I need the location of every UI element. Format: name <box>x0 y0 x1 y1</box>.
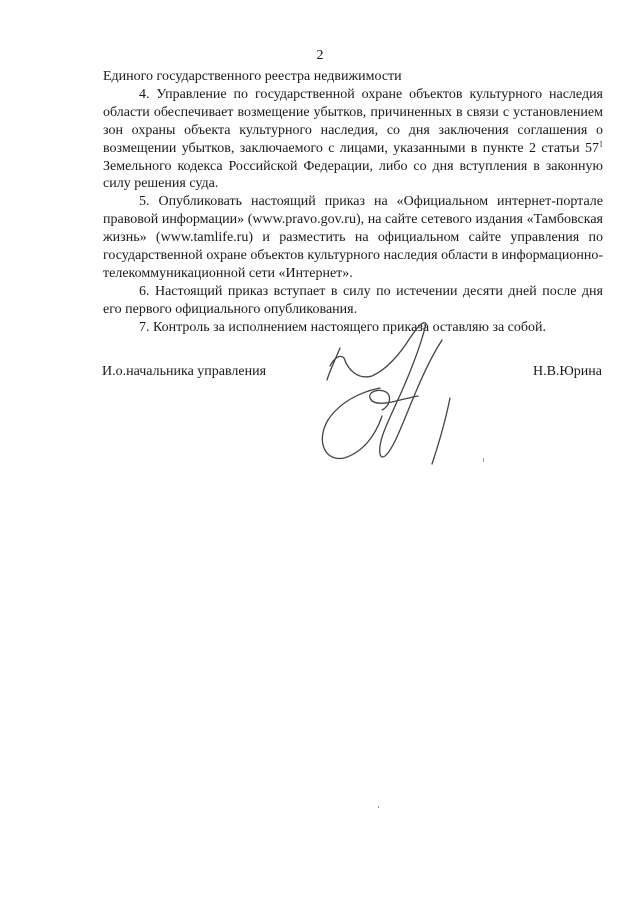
signature-stroke-6 <box>432 398 450 464</box>
document-body <box>103 68 603 337</box>
item-4-paragraph <box>103 86 603 193</box>
signature-stroke-4 <box>370 390 418 410</box>
signature-stroke-1 <box>327 348 344 380</box>
item-4-superscript: 1 <box>599 138 603 148</box>
signatory-title: И.о.начальника управления <box>102 364 267 379</box>
signature-stroke-3 <box>380 324 442 457</box>
item-6-paragraph: 6. Настоящий приказ вступает в силу по истечении десяти дней после дня его первого официального опубликования. <box>103 283 603 317</box>
signature-stroke-5 <box>322 388 382 458</box>
signature-stroke-2 <box>344 323 426 377</box>
item-4-text: 4. Управление по государственной охране объектов культурного наследия области обеспечивает возмещение убытков, причиненных в связи с установлением зон охраны объекта культурного наследия, со дня заключения соглашения о возмещении убытков, заключаемого с лицами, указанными в пункте 2 статьи 57 <box>103 86 603 156</box>
ink-speck <box>483 458 484 462</box>
item-5-paragraph: 5. Опубликовать настоящий приказ на «Официальном интернет-портале правовой информации» (www.pravo.gov.ru), на сайте сетевого издания «Тамбовская жизнь» (www.tamlife.ru) и разместить на официальном сайте управления по государственной охране объектов культурного наследия области в информационно-телекоммуникационной сети «Интернет». <box>103 194 603 281</box>
item-4-tail: Земельного кодекса Российской Федерации, либо со дня вступления в законную силу решения суда. <box>103 158 603 192</box>
ink-speck <box>378 806 379 808</box>
handwritten-signature <box>300 318 480 488</box>
signatory-name: Н.В.Юрина <box>532 364 602 379</box>
page-number: 2 <box>316 48 324 63</box>
continuation-line: Единого государственного реестра недвижимости <box>103 69 402 84</box>
item-7-paragraph: 7. Контроль за исполнением настоящего приказа оставляю за собой. <box>139 319 547 335</box>
